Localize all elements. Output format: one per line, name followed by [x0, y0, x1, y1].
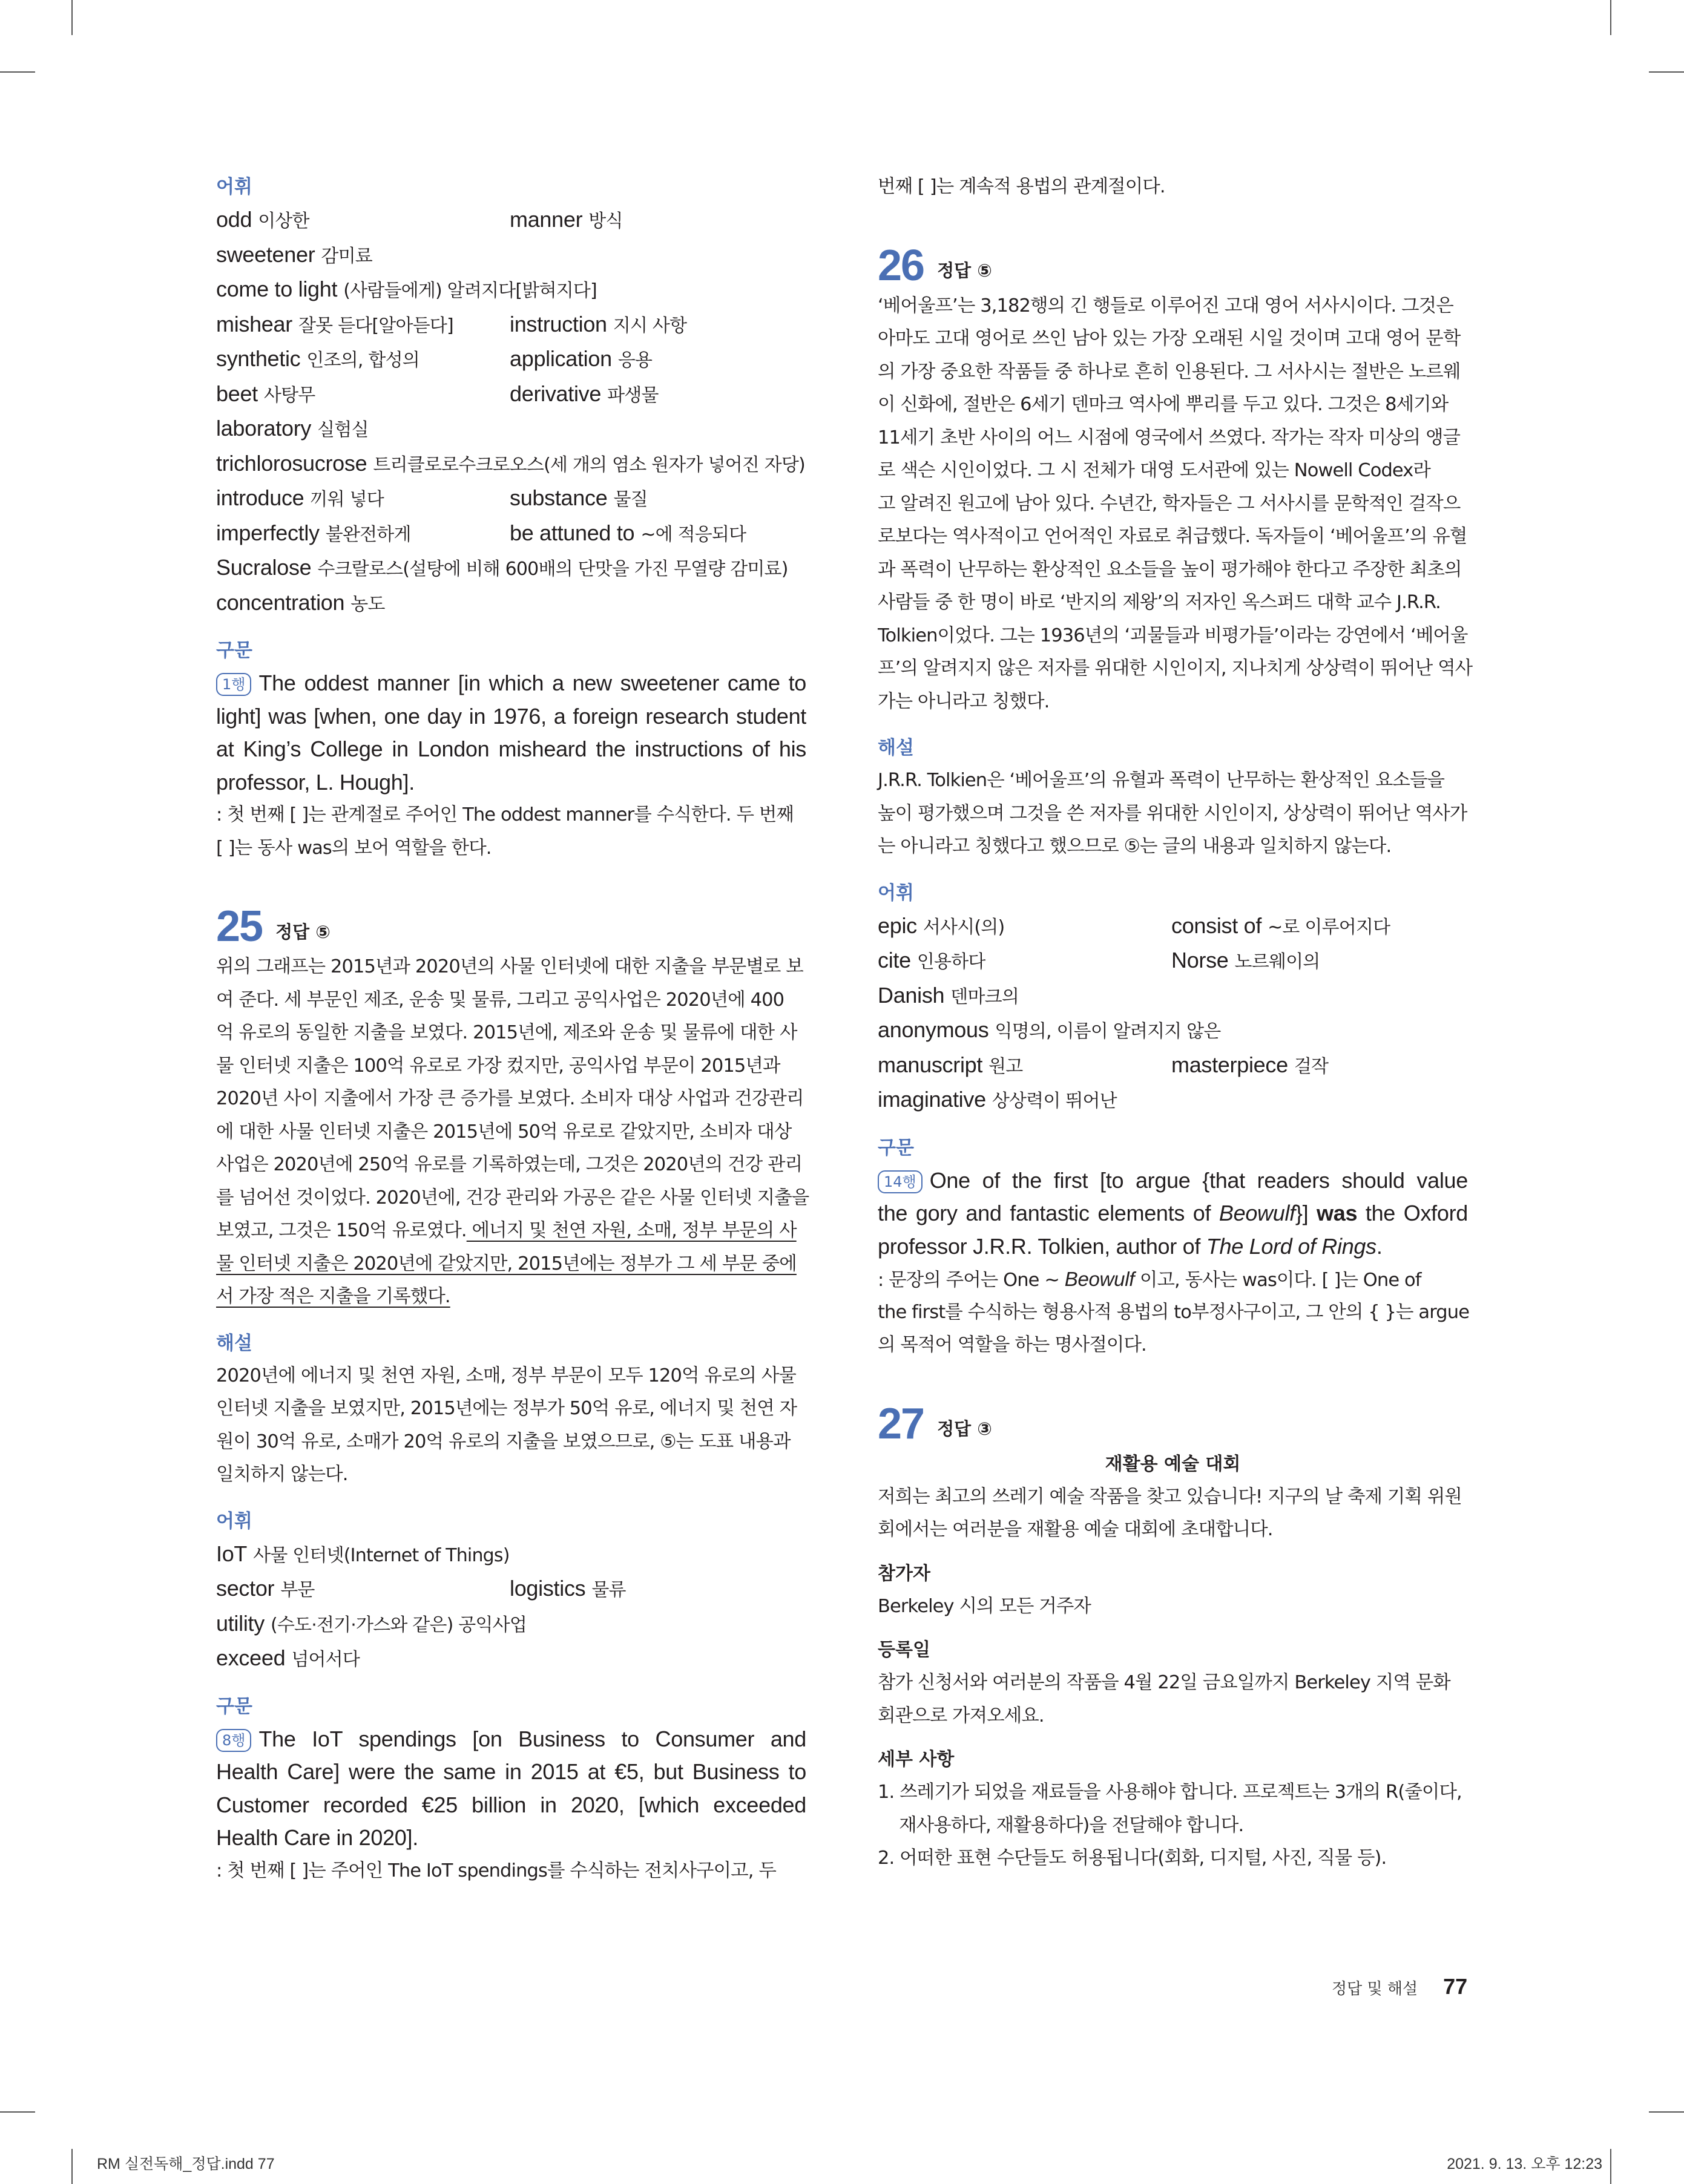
text-line: 사람들 중 한 명이 바로 ‘반지의 제왕’의 저자인 옥스퍼드 대학 교수 J.R.R. [878, 592, 1441, 613]
vocab-meaning: 물질 [613, 489, 648, 510]
vocab-item [510, 378, 803, 413]
text-line: 는 아니라고 칭했다고 했으므로 ⑤는 글의 내용과 일치하지 않는다. [878, 836, 1392, 857]
syntax-block [878, 1164, 1468, 1264]
vocab-meaning: 물류 [591, 1579, 626, 1601]
text-line: 에 대한 사물 인터넷 지출은 2015년에 50억 유로로 같았지만, 소비자 대상 [216, 1121, 792, 1143]
vocab-meaning: 지시 사항 [613, 315, 687, 336]
syntax-text: }] [1295, 1201, 1317, 1225]
text-line: 11세기 초반 사이의 어느 시점에 영국에서 쓰였다. 작가는 작자 미상의 앵글 [878, 427, 1461, 448]
note-line: the first를 수식하는 형용사적 용법의 to부정사구이고, 그 안의 { }는 argue [878, 1301, 1470, 1323]
note-line: : 첫 번째 [ ]는 관계절로 주어인 The oddest manner를 수식한다. 두 번째 [216, 804, 794, 825]
vocab-row [216, 1642, 806, 1677]
vocab-row [216, 517, 806, 552]
answer-label: 정답 ⑤ [275, 921, 331, 942]
text-line: 여 준다. 세 부문인 제조, 운송 및 물류, 그리고 공익사업은 2020년에 400 [216, 989, 784, 1011]
text-line: 프’의 알려지지 않은 저자를 위대한 시인이지, 지나치게 상상력이 뛰어난 역사 [878, 658, 1473, 679]
vocab-meaning: (사람들에게) 알려지다[밝혀지다] [343, 280, 597, 301]
vocab-row [878, 944, 1468, 979]
text-line: 로 색슨 시인이었다. 그 시 전체가 대영 도서관에 있는 Nowell Codex라 [878, 460, 1430, 481]
syntax-line: One of the first [to argue {that readers should value [929, 1167, 1468, 1193]
vocab-item [216, 412, 369, 447]
vocab-row [216, 273, 806, 308]
vocab-list [216, 1538, 806, 1677]
vocab-term: masterpiece [1171, 1052, 1288, 1077]
vocab-item [510, 1572, 803, 1607]
vocab-item [216, 482, 510, 517]
answer-label: 정답 ③ [937, 1418, 992, 1439]
syntax-line: professor, L. Hough]. [216, 769, 415, 795]
vocab-row [216, 1572, 806, 1607]
vocab-item [216, 1572, 510, 1607]
text-line: 2020년 사이 지출에서 가장 큰 증가를 보였다. 소비자 대상 사업과 건강관리 [216, 1088, 804, 1109]
slug-timestamp: 2021. 9. 13. 오후 12:23 [1447, 2156, 1602, 2173]
vocab-row [216, 412, 806, 447]
syntax-heading: 구문 [878, 1136, 914, 1159]
question-header [878, 241, 1468, 290]
question-number: 25 [216, 902, 263, 951]
vocab-term: utility [216, 1610, 265, 1636]
note-line: 의 목적어 역할을 하는 명사절이다. [878, 1334, 1146, 1356]
vocab-item [216, 586, 385, 621]
explanation-text [878, 764, 1468, 864]
slug-filename: RM 실전독해_정답.indd 77 [97, 2156, 275, 2173]
vocab-item [216, 343, 510, 378]
question-header [878, 1400, 1468, 1448]
notice-subheading: 세부 사항 [878, 1749, 955, 1770]
crop-mark [0, 71, 35, 73]
line-badge: 14행 [878, 1170, 923, 1193]
left-column [216, 171, 809, 1887]
syntax-heading: 구문 [216, 1695, 252, 1717]
vocab-item [216, 517, 510, 552]
vocab-term: concentration [216, 589, 345, 615]
vocab-heading: 어휘 [216, 1510, 252, 1532]
vocab-term: application [510, 346, 612, 371]
text-line: 참가 신청서와 여러분의 작품을 4월 22일 금요일까지 Berkeley 지역 문화 [878, 1672, 1450, 1693]
vocab-meaning: 부문 [280, 1579, 315, 1601]
syntax-line: Health Care in 2020]. [216, 1825, 418, 1850]
text-line: 고 알려진 원고에 남아 있다. 수년간, 학자들은 그 서사시를 문학적인 걸작으 [878, 493, 1461, 514]
vocab-item [216, 1538, 510, 1573]
vocab-meaning: 사물 인터넷(Internet of Things) [253, 1544, 510, 1566]
notice-text [878, 1667, 1468, 1733]
text-line: 위의 그래프는 2015년과 2020년의 사물 인터넷에 대한 지출을 부문별로 보 [216, 956, 803, 977]
text-line: 저희는 최고의 쓰레기 예술 작품을 찾고 있습니다! 지구의 날 축제 기획 위원 [878, 1486, 1462, 1507]
vocab-meaning: 서사시(의) [923, 916, 1005, 938]
explanation-text [216, 1360, 806, 1492]
vocab-row [216, 1538, 806, 1573]
footer-label: 정답 및 해설 [1332, 1980, 1418, 1998]
text-line: 인터넷 지출을 보였지만, 2015년에는 정부가 50억 유로, 에너지 및 천연 자 [216, 1398, 797, 1419]
text-line: 억 유로의 동일한 지출을 보였다. 2015년에, 제조와 운송 및 물류에 대한 사 [216, 1022, 797, 1043]
text-line: 회에서는 여러분을 재활용 예술 대회에 초대합니다. [878, 1519, 1273, 1540]
vocab-item [1171, 910, 1465, 945]
syntax-note [216, 1855, 806, 1888]
crop-mark [0, 2111, 35, 2113]
notice-subheading: 등록일 [878, 1639, 930, 1661]
vocab-meaning: 익명의, 이름이 알려지지 않은 [995, 1021, 1221, 1042]
crop-mark [71, 0, 73, 35]
syntax-line: at King’s College in London misheard the instructions of his [216, 736, 806, 761]
vocab-item [878, 1083, 1117, 1118]
question-number: 26 [878, 241, 924, 290]
notice-intro [878, 1481, 1468, 1547]
vocab-term: derivative [510, 381, 602, 406]
note-line: [ ]는 동사 was의 보어 역할을 한다. [216, 837, 492, 859]
question-header [216, 902, 806, 951]
vocab-row [216, 586, 806, 621]
vocab-term: epic [878, 913, 917, 938]
right-column [878, 171, 1473, 1875]
vocab-row [216, 1607, 806, 1642]
vocab-item [216, 1642, 360, 1677]
vocab-row [216, 203, 806, 238]
answer-label: 정답 ⑤ [937, 260, 992, 281]
vocab-row [878, 1049, 1468, 1084]
vocab-meaning: 방식 [588, 211, 623, 232]
vocab-item [216, 308, 510, 343]
text-line: 를 넘어선 것이었다. 2020년에, 건강 관리와 가공은 같은 사물 인터넷 지출을 [216, 1187, 809, 1208]
text-line: 사업은 2020년에 250억 유로를 기록하였는데, 그것은 2020년의 건강 관리 [216, 1154, 803, 1175]
syntax-bold: was [1317, 1201, 1358, 1225]
translation-text [216, 951, 809, 1314]
vocab-item [1171, 1049, 1465, 1084]
underlined-text: 에너지 및 천연 자원, 소매, 정부 부문의 사 [466, 1220, 797, 1241]
note-italic: Beowulf [1064, 1268, 1135, 1290]
crop-mark [1649, 71, 1684, 73]
vocab-meaning: 노르웨이의 [1234, 951, 1320, 972]
vocab-term: manuscript [878, 1052, 983, 1077]
text-line: Tolkien이었다. 그는 1936년의 ‘괴물들과 비평가들’이라는 강연에서 ‘베어울 [878, 625, 1468, 646]
vocab-term: beet [216, 381, 258, 406]
vocab-term: IoT [216, 1541, 248, 1566]
syntax-line [878, 1197, 1468, 1230]
vocab-item [510, 203, 803, 238]
syntax-italic: Beowulf [1219, 1201, 1295, 1225]
explanation-heading: 해설 [216, 1332, 252, 1354]
vocab-row [878, 910, 1468, 945]
text-line: 아마도 고대 영어로 쓰인 남아 있는 가장 오래된 시일 것이며 고대 영어 문학 [878, 328, 1461, 349]
vocab-meaning: ~에 적응되다 [640, 523, 746, 545]
note-line [878, 1263, 1468, 1296]
vocab-item [510, 343, 803, 378]
notice-subheading: 참가자 [878, 1563, 930, 1584]
syntax-line: The oddest manner [in which a new sweetener came to [258, 671, 806, 695]
vocab-meaning: 상상력이 뛰어난 [992, 1090, 1117, 1112]
vocab-term: sweetener [216, 241, 315, 267]
vocab-term: mishear [216, 311, 292, 336]
vocab-item [1171, 944, 1465, 979]
text-line: ‘베어울프’는 3,182행의 긴 행들로 이루어진 고대 영어 서사시이다. 그것은 [878, 295, 1453, 316]
vocab-term: come to light [216, 277, 338, 301]
syntax-text: professor J.R.R. Tolkien, author of [878, 1233, 1206, 1259]
text-line: 이 신화에, 절반은 6세기 덴마크 역사에 뿌리를 두고 있다. 그것은 8세기와 [878, 394, 1449, 415]
note-text: : 문장의 주어는 One ~ [878, 1270, 1065, 1291]
vocab-meaning: 걸작 [1294, 1055, 1329, 1077]
vocab-meaning: 응용 [617, 350, 653, 371]
vocab-list [878, 910, 1468, 1118]
syntax-block [216, 667, 806, 799]
vocab-row [216, 447, 806, 482]
vocab-meaning: 인용하다 [916, 951, 985, 972]
syntax-note [878, 1263, 1468, 1362]
crop-mark [1610, 0, 1611, 35]
vocab-term: introduce [216, 485, 304, 510]
vocab-item [878, 1049, 1171, 1084]
vocab-meaning: 수크랄로스(설탕에 비해 600배의 단맛을 가진 무열량 감미료) [317, 559, 788, 580]
detail-item: 2. 어떠한 표현 수단들도 허용됩니다(회화, 디지털, 사진, 직물 등). [878, 1848, 1387, 1869]
vocab-row [878, 979, 1468, 1014]
text-line: 과 폭력이 난무하는 환상적인 요소들을 높이 평가해야 한다고 주장한 최초의 [878, 559, 1462, 580]
vocab-meaning: 트리클로로수크로오스(세 개의 염소 원자가 넣어진 자당) [373, 454, 805, 476]
explanation-heading: 해설 [878, 737, 914, 759]
text-line: Berkeley 시의 모든 거주자 [878, 1595, 1091, 1617]
vocab-item [216, 203, 510, 238]
vocab-meaning: 불완전하게 [325, 523, 411, 545]
vocab-term: synthetic [216, 346, 301, 371]
vocab-meaning: 실험실 [317, 419, 369, 441]
vocab-item [878, 944, 1171, 979]
text-line: 물 인터넷 지출은 100억 유로로 가장 컸지만, 공익사업 부문이 2015년과 [216, 1055, 780, 1077]
vocab-term: Norse [1171, 948, 1229, 972]
syntax-line: light] was [when, one day in 1976, a foreign research student [216, 703, 806, 729]
vocab-meaning: 감미료 [321, 245, 372, 267]
text-line: 가는 아니라고 칭했다. [878, 690, 1050, 712]
vocab-term: Danish [878, 982, 945, 1008]
vocab-term: imperfectly [216, 520, 320, 545]
syntax-block [216, 1723, 806, 1855]
vocab-item [878, 979, 1019, 1014]
vocab-item [878, 910, 1171, 945]
vocab-term: odd [216, 207, 252, 232]
text-line: 의 가장 중요한 작품들 중 하나로 흔히 인용된다. 그 서사시는 절반은 노르웨 [878, 361, 1461, 382]
vocab-row [216, 308, 806, 343]
crop-mark [1649, 2111, 1684, 2113]
syntax-text: the gory and fantastic elements of [878, 1201, 1219, 1225]
vocab-list [216, 203, 806, 621]
vocab-term: trichlorosucrose [216, 450, 367, 476]
syntax-note [216, 799, 806, 865]
question-number: 27 [878, 1399, 924, 1448]
vocab-term: substance [510, 485, 608, 510]
vocab-item [216, 447, 805, 482]
syntax-line [878, 1230, 1468, 1264]
vocab-row [878, 1014, 1468, 1049]
vocab-row [216, 343, 806, 378]
text-line: 원이 30억 유로, 소매가 20억 유로의 지출을 보였으므로, ⑤는 도표 내용과 [216, 1431, 791, 1452]
vocab-item [878, 1014, 1221, 1049]
underlined-text: 물 인터넷 지출은 2020년에 같았지만, 2015년에는 정부가 그 세 부문 중에 [216, 1253, 797, 1274]
syntax-italic: The Lord of Rings [1206, 1233, 1376, 1259]
vocab-term: logistics [510, 1576, 586, 1601]
text-line: 일치하지 않는다. [216, 1464, 348, 1485]
vocab-item [216, 378, 510, 413]
vocab-item [216, 238, 372, 274]
underlined-text: 서 가장 적은 지출을 기록했다. [216, 1286, 450, 1307]
vocab-meaning: 잘못 듣다[알아듣다] [298, 315, 453, 336]
vocab-meaning: 이상한 [258, 211, 309, 232]
line-badge: 1행 [216, 673, 251, 696]
text-line: J.R.R. Tolkien은 ‘베어울프’의 유혈과 폭력이 난무하는 환상적인 요소들을 [878, 770, 1445, 791]
vocab-row [216, 482, 806, 517]
vocab-meaning: 인조의, 합성의 [306, 350, 419, 371]
text-line: 로보다는 역사적이고 언어적인 자료로 취급했다. 독자들이 ‘베어울프’의 유혈 [878, 526, 1467, 547]
notice-title: 재활용 예술 대회 [1105, 1453, 1241, 1475]
vocab-row [216, 238, 806, 274]
note-line: 번째 [ ]는 계속적 용법의 관계절이다. [878, 176, 1165, 197]
vocab-meaning: 넘어서다 [291, 1649, 360, 1670]
vocab-meaning: (수도·전기·가스와 같은) 공익사업 [270, 1614, 527, 1636]
vocab-item [510, 482, 803, 517]
text-line: 보였고, 그것은 150억 유로였다. [216, 1220, 467, 1241]
vocab-term: exceed [216, 1645, 286, 1670]
vocab-term: laboratory [216, 416, 312, 441]
page-footer [1332, 1974, 1467, 1999]
vocab-meaning: 파생물 [607, 384, 659, 406]
vocab-term: cite [878, 948, 911, 972]
vocab-term: consist of [1171, 913, 1262, 938]
vocab-term: instruction [510, 311, 607, 336]
vocab-item [216, 1607, 527, 1642]
vocab-term: imaginative [878, 1087, 986, 1112]
vocab-item [510, 517, 803, 552]
vocab-row [216, 378, 806, 413]
syntax-line: The IoT spendings [on Business to Consumer and [258, 1726, 806, 1751]
vocab-heading: 어휘 [878, 882, 914, 904]
translation-text [878, 290, 1473, 719]
vocab-term: anonymous [878, 1017, 989, 1042]
continued-note [878, 171, 1468, 204]
vocab-meaning: 끼워 넣다 [310, 489, 384, 510]
line-badge: 8행 [216, 1729, 251, 1752]
vocab-meaning: 농도 [350, 593, 385, 615]
vocab-meaning: ~로 이루어지다 [1268, 916, 1390, 938]
detail-item: 재사용하다, 재활용하다)을 전달해야 합니다. [878, 1814, 1244, 1836]
vocab-meaning: 사탕무 [263, 384, 315, 406]
vocab-row [878, 1083, 1468, 1118]
syntax-line: Health Care] were the same in 2015 at €5, but Business to [216, 1759, 806, 1784]
crop-mark [1610, 2149, 1611, 2184]
page-number: 77 [1443, 1974, 1468, 1999]
syntax-heading: 구문 [216, 640, 252, 661]
vocab-meaning: 덴마크의 [950, 986, 1019, 1008]
vocab-row [216, 551, 806, 586]
vocab-term: sector [216, 1576, 275, 1601]
text-line: 2020년에 에너지 및 천연 자원, 소매, 정부 부문이 모두 120억 유로의 사물 [216, 1365, 796, 1386]
notice-details [878, 1776, 1468, 1875]
vocab-term: Sucralose [216, 555, 312, 580]
vocab-item [216, 551, 788, 586]
syntax-line: Customer recorded €25 billion in 2020, [which exceeded [216, 1792, 806, 1817]
detail-item: 1. 쓰레기가 되었을 재료들을 사용해야 합니다. 프로젝트는 3개의 R(줄이다, [878, 1782, 1462, 1803]
vocab-item [216, 273, 597, 308]
vocab-heading: 어휘 [216, 176, 252, 198]
text-line: 높이 평가했으며 그것을 쓴 저자를 위대한 시인이지, 상상력이 뛰어난 역사가 [878, 802, 1467, 824]
note-text: 이고, 동사는 was이다. [ ]는 One of [1134, 1270, 1421, 1291]
text-line: 회관으로 가져오세요. [878, 1705, 1044, 1727]
vocab-term: manner [510, 207, 583, 232]
vocab-term: be attuned to [510, 520, 635, 545]
vocab-meaning: 원고 [988, 1055, 1023, 1077]
note-line: : 첫 번째 [ ]는 주어인 The IoT spendings를 수식하는 전치사구이고, 두 [216, 1860, 776, 1881]
syntax-text: . [1376, 1233, 1383, 1259]
crop-mark [71, 2149, 73, 2184]
vocab-item [510, 308, 803, 343]
syntax-text: the Oxford [1357, 1201, 1468, 1225]
